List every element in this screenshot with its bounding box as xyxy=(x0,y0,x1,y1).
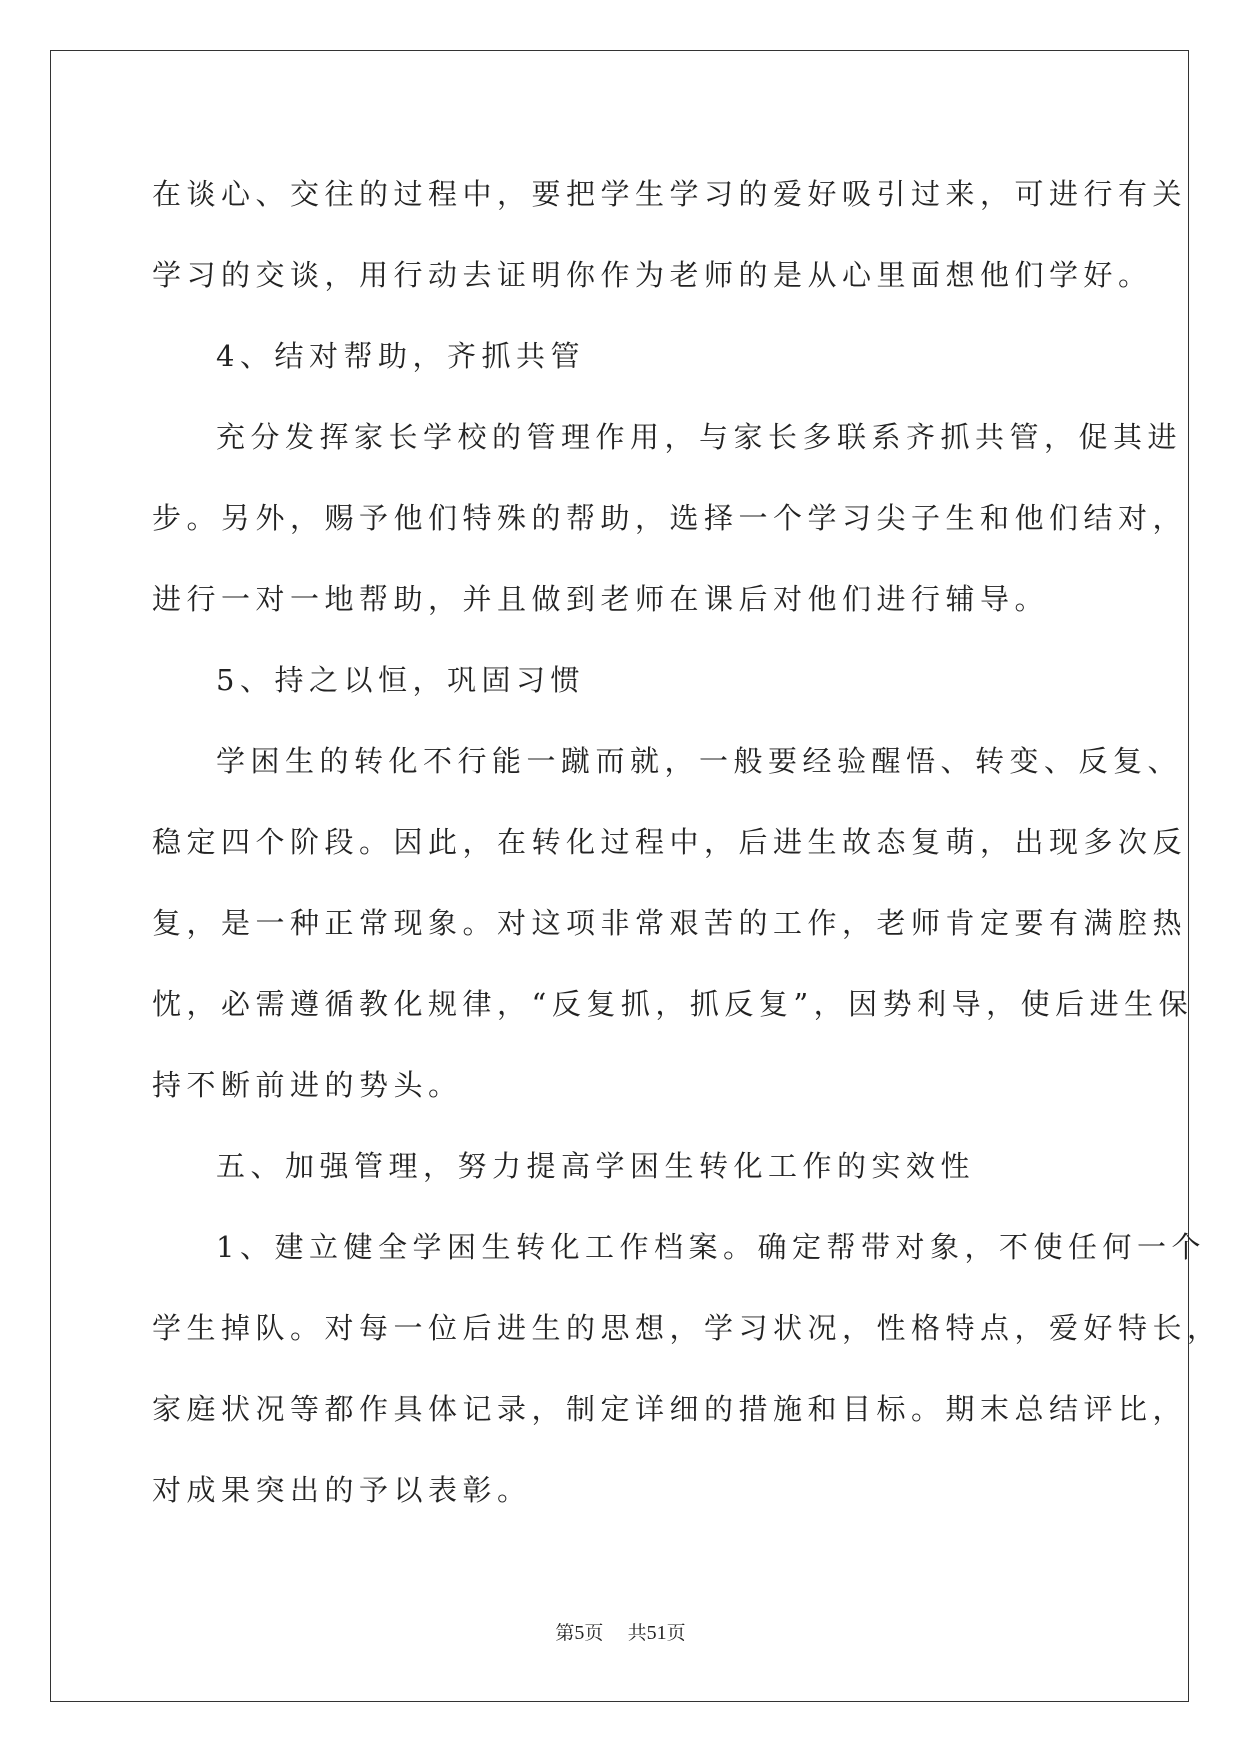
paragraph-line: 对成果突出的予以表彰。 xyxy=(152,1473,532,1507)
section-heading: 5、持之以恒，巩固习惯 xyxy=(216,663,585,697)
paragraph-line: 进行一对一地帮助，并且做到老师在课后对他们进行辅导。 xyxy=(152,582,1050,616)
paragraph-line: 持不断前进的势头。 xyxy=(152,1068,463,1102)
page-suffix: 页 xyxy=(584,1622,604,1644)
paragraph-line: 复，是一种正常现象。对这项非常艰苦的工作，老师肯定要有满腔热 xyxy=(152,906,1188,940)
paragraph-line: 家庭状况等都作具体记录，制定详细的措施和目标。期末总结评比， xyxy=(152,1392,1188,1426)
page-prefix: 第 xyxy=(555,1622,575,1644)
paragraph-line: 在谈心、交往的过程中，要把学生学习的爱好吸引过来，可进行有关 xyxy=(152,177,1188,211)
paragraph-line: 稳定四个阶段。因此，在转化过程中，后进生故态复萌，出现多次反 xyxy=(152,825,1188,859)
paragraph-line: 步。另外，赐予他们特殊的帮助，选择一个学习尖子生和他们结对， xyxy=(152,501,1188,535)
paragraph-line: 忱，必需遵循教化规律，“反复抓，抓反复”，因势利导，使后进生保 xyxy=(152,987,1194,1021)
paragraph-line: 充分发挥家长学校的管理作用，与家长多联系齐抓共管，促其进 xyxy=(216,420,1183,454)
page-footer xyxy=(0,1618,1241,1645)
total-prefix: 共 xyxy=(627,1622,647,1644)
document-body xyxy=(152,154,1222,1531)
paragraph-line: 1、建立健全学困生转化工作档案。确定帮带对象，不使任何一个 xyxy=(216,1230,1206,1264)
page-number: 5 xyxy=(574,1622,585,1644)
section-heading: 4、结对帮助，齐抓共管 xyxy=(216,339,585,373)
paragraph-line: 学生掉队。对每一位后进生的思想，学习状况，性格特点，爱好特长， xyxy=(152,1311,1222,1345)
total-pages: 51 xyxy=(646,1622,667,1644)
paragraph-line: 学困生的转化不行能一蹴而就，一般要经验醒悟、转变、反复、 xyxy=(216,744,1183,778)
section-heading: 五、加强管理，努力提高学困生转化工作的实效性 xyxy=(216,1149,976,1183)
paragraph-line: 学习的交谈，用行动去证明你作为老师的是从心里面想他们学好。 xyxy=(152,258,1153,292)
total-suffix: 页 xyxy=(666,1622,686,1644)
